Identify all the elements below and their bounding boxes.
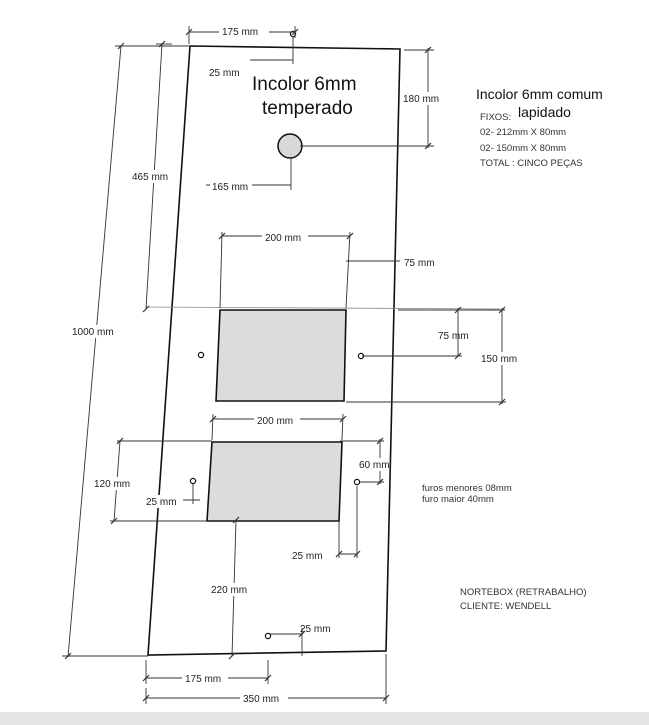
holes-note-line1: furos menores 08mm [422,483,512,494]
dim-right-180: 180 mm [403,94,440,105]
dim-165: 165 mm [212,182,249,193]
dim-200-bottom: 200 mm [257,416,294,427]
dim-top-25: 25 mm [209,68,240,79]
dim-bottom-175: 175 mm [185,674,222,685]
dim-200-top: 200 mm [265,233,302,244]
lower-right-small-hole [354,479,359,484]
bottom-strip [0,712,649,725]
dim-left-1000: 1000 mm [72,327,114,338]
client-note-line2: CLIENTE: WENDELL [460,601,552,612]
dim-left-120: 120 mm [94,479,131,490]
dim-left-465: 465 mm [132,172,169,183]
bottom-small-hole [265,633,270,638]
glass-title-line1: Incolor 6mm [252,74,357,95]
dim-right-25: 25 mm [292,551,323,562]
fixed-title-line2: lapidado [518,104,571,120]
fixed-item-1: 02- 212mm X 80mm [480,127,567,138]
dim-bottom-25: 25 mm [300,624,331,635]
fixed-item-2: 02- 150mm X 80mm [480,143,567,154]
lower-left-small-hole [190,478,195,483]
glass-title-line2: temperado [262,98,353,119]
dim-left-25: 25 mm [146,497,177,508]
fixed-title-line1: Incolor 6mm comum [476,86,603,102]
dim-right-150: 150 mm [481,354,518,365]
dim-top-175: 175 mm [222,27,259,38]
dim-right-60: 60 mm [359,460,390,471]
lower-window [207,442,342,521]
large-hole [278,134,302,158]
dim-bottom-350: 350 mm [243,694,280,705]
upper-window [216,310,346,401]
left-small-hole [198,352,203,357]
client-note-line1: NORTEBOX (RETRABALHO) [460,587,587,598]
holes-note-line2: furo maior 40mm [422,494,494,505]
dim-220: 220 mm [211,585,248,596]
fixed-total: TOTAL : CINCO PEÇAS [480,158,583,169]
dim-right-75-b: 75 mm [438,331,469,342]
dim-right-75-a: 75 mm [404,258,435,269]
fixed-label: FIXOS: [480,112,512,123]
